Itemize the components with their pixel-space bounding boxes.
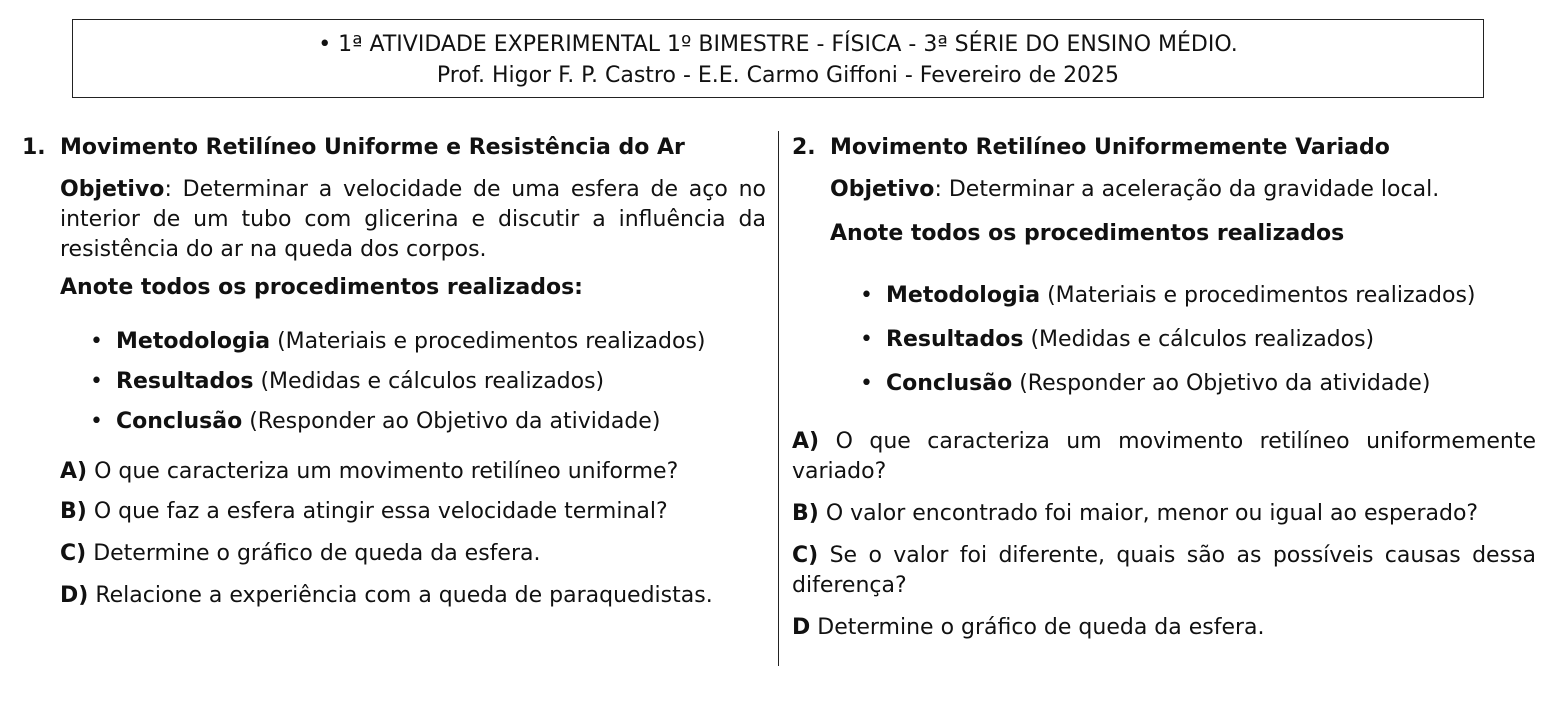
section-2-objective [830, 175, 1536, 205]
question-label: C) [60, 541, 87, 566]
bullet-dot: • [860, 283, 873, 308]
bullet-text: (Medidas e cálculos realizados) [1023, 327, 1375, 352]
section-2-bullets [858, 281, 1536, 399]
objective-text: : Determinar a velocidade de uma esfera de aço no interior de um tubo com glicerina e discutir a influência da resistência do ar na queda dos corpos. [60, 177, 766, 262]
section-1-note: Anote todos os procedimentos realizados: [60, 275, 583, 300]
section-1-number: 1. [22, 135, 46, 160]
section-1 [22, 131, 766, 611]
question-label: C) [792, 543, 819, 568]
question-text: O que caracteriza um movimento retilíneo uniformemente variado? [792, 429, 1536, 484]
question-d [60, 581, 766, 611]
bullet-label: Resultados [886, 327, 1024, 352]
bullet-dot: • [90, 329, 103, 354]
bullet-item [858, 369, 1536, 399]
bullet-item [88, 327, 766, 357]
bullet-dot: • [860, 327, 873, 352]
question-label: D) [60, 583, 89, 608]
section-1-title: Movimento Retilíneo Uniforme e Resistência do Ar [60, 135, 685, 160]
bullet-label: Metodologia [116, 329, 271, 354]
question-d [792, 613, 1536, 643]
section-2-title: Movimento Retilíneo Uniformemente Variado [830, 135, 1390, 160]
question-label: B) [60, 499, 87, 524]
objective-label: Objetivo [60, 177, 165, 202]
bullet-text: (Medidas e cálculos realizados) [253, 369, 605, 394]
header-box [72, 19, 1484, 98]
question-text: O que caracteriza um movimento retilíneo uniforme? [87, 459, 679, 484]
question-text: Determine o gráfico de queda da esfera. [86, 541, 541, 566]
bullet-label: Conclusão [886, 371, 1013, 396]
question-text: O que faz a esfera atingir essa velocidade terminal? [86, 499, 668, 524]
question-c [792, 541, 1536, 601]
bullet-dot: • [90, 369, 103, 394]
question-b [792, 499, 1536, 529]
objective-label: Objetivo [830, 177, 935, 202]
question-label: B) [792, 501, 819, 526]
objective-text: : Determinar a aceleração da gravidade local. [934, 177, 1440, 202]
bullet-text: (Responder ao Objetivo da atividade) [1012, 371, 1431, 396]
question-label: D [792, 615, 811, 640]
question-b [60, 497, 766, 527]
bullet-dot: • [860, 371, 873, 396]
question-text: Relacione a experiência com a queda de paraquedistas. [88, 583, 713, 608]
section-1-heading [22, 133, 766, 163]
section-2-heading [792, 133, 1536, 163]
column-divider [778, 131, 779, 666]
section-2-note: Anote todos os procedimentos realizados [830, 221, 1345, 246]
bullet-item [88, 367, 766, 397]
header-line-2: Prof. Higor F. P. Castro - E.E. Carmo Giffoni - Fevereiro de 2025 [436, 63, 1120, 88]
bullet-text: (Responder ao Objetivo da atividade) [242, 409, 661, 434]
question-label: A) [792, 429, 820, 454]
section-2-number: 2. [792, 135, 816, 160]
bullet-text: (Materiais e procedimentos realizados) [270, 329, 706, 354]
header-line-1: • 1ª ATIVIDADE EXPERIMENTAL 1º BIMESTRE - FÍSICA - 3ª SÉRIE DO ENSINO MÉDIO. [318, 32, 1238, 57]
section-1-objective [60, 175, 766, 265]
bullet-item [88, 407, 766, 437]
bullet-label: Metodologia [886, 283, 1041, 308]
bullet-dot: • [90, 409, 103, 434]
section-2 [792, 131, 1536, 643]
question-a [792, 427, 1536, 487]
bullet-item [858, 281, 1536, 311]
bullet-label: Conclusão [116, 409, 243, 434]
question-text: Se o valor foi diferente, quais são as possíveis causas dessa diferença? [792, 543, 1536, 598]
question-text: Determine o gráfico de queda da esfera. [810, 615, 1265, 640]
question-label: A) [60, 459, 88, 484]
bullet-label: Resultados [116, 369, 254, 394]
bullet-item [858, 325, 1536, 355]
section-1-bullets [88, 327, 766, 437]
question-a [60, 457, 766, 487]
question-text: O valor encontrado foi maior, menor ou igual ao esperado? [818, 501, 1479, 526]
bullet-text: (Materiais e procedimentos realizados) [1040, 283, 1476, 308]
question-c [60, 539, 766, 569]
